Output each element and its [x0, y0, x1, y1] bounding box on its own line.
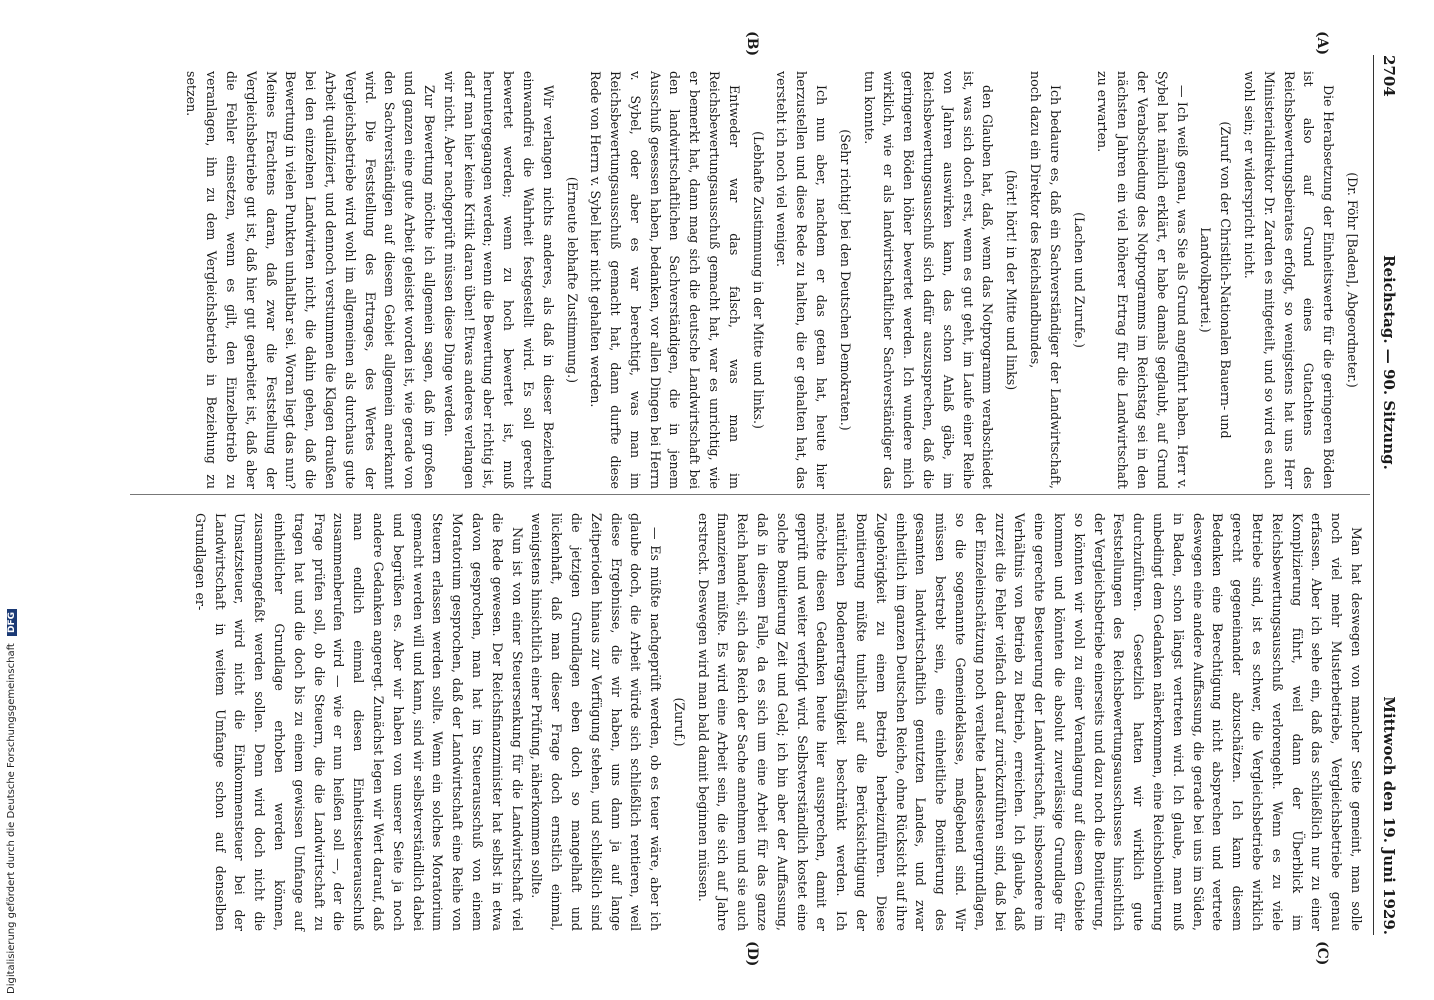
interjection: (Sehr richtig! bei den Deutschen Demokraten.): [837, 129, 853, 431]
scanned-page: [110, 31, 1400, 967]
digitization-credit: [6, 609, 17, 994]
paragraph: Die Herabsetzung der Einheitswerte für die geringeren Böden ist also auf Grund eines Gutachtens des Reichsbewertungsbeirates erfolgt, so wenigstens hat uns Herr Ministerialdirektor Dr. Zarden es mitgeteilt, und so wird es auch wohl sein; er widerspricht nicht.: [1242, 71, 1337, 489]
interjection: (Zuruf.): [671, 697, 687, 747]
dfg-logo: DFG: [7, 609, 17, 636]
page-number: 2704: [1380, 55, 1398, 97]
interjection: (Zuruf von der Christlich-Nationalen Bauern- und Landvolkpartei.): [1198, 121, 1234, 439]
interjection: (Dr. Föhr [Baden], Abgeordneter.): [1345, 172, 1360, 388]
column-divider: [130, 494, 1370, 495]
paragraph: Ich nun aber, nachdem er das getan hat, heute hier herzustellen und diese Rede zu halten, die er gehalten hat, das versteht ich noch viel weniger.: [774, 71, 830, 489]
margin-mark-d: (D): [744, 941, 760, 967]
paragraph: Entweder war das falsch, was man im Reichsbewertungsausschuß gemacht hat, war es unrichtig, wie er bemerkt hat, dann mag sich die deutsche Landwirtschaft bei den landwirtschaftlichen Sachverständigen, die in jenem Ausschuß gesessen haben, bedanken, vor allen Dingen bei Herrn v. Sybel, oder aber es war berechtigt, was man im Reichsbewertungsausschuß gemacht hat, dann durfte diese Rede von Herrn v. Sybel hier nicht gehalten werden.: [588, 71, 742, 489]
margin-mark-b: (B): [744, 31, 760, 57]
text-column-right: [190, 513, 1366, 931]
margin-mark-c: (C): [1314, 941, 1330, 966]
paragraph: Man hat deswegen von mancher Seite gemeint, man solle noch viel mehr Musterbetriebe, Vergleichsbetriebe genau erfassen. Aber ich sehe ein, daß das schließlich nur zu einer Komplizierung führt, weil dann der Überblick im Reichsbewertungsausschuß verlorengeht. Wenn es zu viele Betriebe sind, ist es schwer, die Vergleichsbetriebe wirklich gerecht gegeneinander abzuschätzen. Ich kann diesem Bedenken eine Berechtigung nicht absprechen und vertrete deswegen eine andere Auffassung, die gerade bei uns im Süden, in Baden, schon längst vertreten wird. Ich glaube, man muß unbedingt dem Gedanken näherkommen, eine Reichsbonitierung durchzuführen. Gesetzlich hatten wir wirklich gute Feststellungen des Reichsbewertungsausschusses hinsichtlich der Vergleichsbetriebe einerseits und dazu noch die Bonitierung, so könnten wir wohl zu einer Veranlagung auf diesem Gebiete kommen und könnten die absolut zuverlässige Grundlage für eine gerechte Besteuerung der Landwirtschaft, insbesondere im Verhältnis von Betrieb zu Betrieb, erreichen. Ich glaube, daß zurzeit die Fehler vielfach darauf zurückzuführen sind, daß bei der Einzeleinschätzung noch veraltete Landessteuergrundlagen, so die sogenannte Gemeindeklasse, maßgebend sind. Wir müssen bestrebt sein, eine einheitliche Bonitierung des gesamten landwirtschaftlich genutzten Landes, und zwar einheitlich im ganzen Deutschen Reiche, ohne Rücksicht auf ihre Zugehörigkeit zu einem Betrieb herbeizuführen. Diese Bonitierung müßte tunlichst auf die Berücksichtigung der natürlichen Bodenertragsfähigkeit beschränkt werden. Ich möchte diesen Gedanken heute hier aussprechen, damit er geprüft und weiter verfolgt wird. Selbstverständlich kostet eine solche Bonitierung Zeit und Geld; ich bin aber der Auffassung, daß in diesem Falle, da es sich um eine Arbeit für das ganze Reich handelt, sich das Reich der Sache annehmen und sie auch finanzieren müßte. Es wird eine Arbeit sein, die sich auf Jahre erstreckt. Deswegen wird man bald damit beginnen müssen.: [695, 513, 1364, 931]
text-column-left: [182, 71, 1366, 489]
paragraph: — Es müßte nachgeprüft werden, ob es teuer wäre, aber ich glaube doch, die Arbeit würde sich schließlich rentieren, weil diese Ergebnisse, die wir haben, uns dann ja auf lange Zeitperioden hinaus zur Verfügung stehen, und schließlich sind die jetzigen Grundlagen eben doch so mangelhaft und lückenhaft, daß man dieser Frage doch ernstlich einmal, wenigstens hinsichtlich einer Prüfung, näherkommen sollte.: [529, 513, 664, 931]
paragraph: Zur Bewertung möchte ich allgemein sagen, daß im großen und ganzen eine gute Arbeit geleistet worden ist, wie gerade von den Sachverständigen auf diesem Gebiet allgemein anerkannt wird. Die Feststellung des Ertrages, des Wertes der Vergleichsbetriebe wird wohl im allgemeinen als durchaus gute Arbeit qualifiziert, und dennoch verstummen die Klagen draußen bei den einzelnen Landwirten nicht, die dahin gehen, daß die Bewertung in vielen Punkten unhaltbar sei. Woran liegt das nun? Meines Erachtens daran, daß zwar die Feststellung der Vergleichsbetriebe gut ist, daß hier gut gearbeitet ist, daß aber die Fehler einsetzen, wenn es gilt, den Einzelbetrieb zu veranlagen, ihn zu dem Vergleichsbetrieb in Beziehung zu setzen.: [184, 71, 437, 489]
margin-mark-a: (A): [1314, 31, 1330, 56]
header-date: Mittwoch den 19. Juni 1929.: [1380, 696, 1398, 935]
credit-text: Digitalisierung gefördert durch die Deutsche Forschungsgemeinschaft: [6, 643, 17, 994]
interjection: (Lebhafte Zustimmung in der Mitte und links.): [750, 131, 766, 429]
page-header: [1373, 55, 1400, 935]
header-title: Reichstag. — 90. Sitzung.: [1380, 255, 1398, 470]
interjection: (Erneute lebhafte Zustimmung.): [564, 176, 580, 384]
paragraph: Ich bedaure es, daß ein Sachverständiger der Landwirtschaft, noch dazu ein Direktor des Reichslandbundes,: [1028, 71, 1063, 489]
paragraph: — Ich weiß genau, was Sie als Grund angeführt haben. Herr v. Sybel hat nämlich erklärt, er habe damals geglaubt, auf Grund der Verabschiedung des Notprogramms im Reichstag sei in den nächsten Jahren ein viel höherer Ertrag für die Landwirtschaft zu erwarten.: [1095, 71, 1190, 489]
paragraph: Nun ist von einer Steuersenkung für die Landwirtschaft viel die Rede gewesen. Der Reichsfinanzminister hat selbst in etwa davon gesprochen, man hat im Steuerausschuß von einem Moratorium gesprochen, daß der Landwirtschaft eine Reihe von Steuern erlassen werden sollte. Wenn ein solches Moratorium gemacht werden will und kann, sind wir selbstverständlich dabei und begrüßen es. Aber wir haben von unserer Seite ja noch andere Gedanken angeregt. Zunächst legen wir Wert darauf, daß man endlich einmal diesen Einheitssteuerausschuß zusammenberufen wird — wie er nun heißen soll —, der die Frage prüfen soll, ob die Steuern, die die Landwirtschaft zu tragen hat und die doch bis zu einem gewissen Umfange auf einheitlicher Grundlage erhoben werden können, zusammengefaßt werden sollen. Denn wird doch nicht die Umsatzsteuer, wird nicht die Einkommensteuer bei der Landwirtschaft in weitem Umfange schon auf denselben Grundlagen er-: [192, 513, 525, 931]
interjection: (Lachen und Zurufe.): [1071, 212, 1087, 348]
interjection: (hört! hört! in der Mitte und links): [1004, 169, 1020, 391]
paragraph: den Glauben hat, daß, wenn das Notprogramm verabschiedet ist, was sich doch erst, wenn es gut geht, im Laufe einer Reihe von Jahren auswirken kann, das schon Anlaß gäbe, im Reichsbewertungsausschuß sich dafür auszusprechen, daß die geringeren Böden höher bewertet werden. Ich wundere mich wirklich, wie er als landwirtschaftlicher Sachverständiger das tun konnte.: [861, 71, 996, 489]
paragraph: Wir verlangen nichts anderes, als daß in dieser Beziehung einwandfrei die Wahrheit festgestellt wird. Es soll gerecht bewertet werden; wenn zu hoch bewertet ist, muß heruntergegangen werden; wenn die Bewertung aber richtig ist, darf man hier keine Kritik daran üben! Etwas anderes verlangen wir nicht. Aber nachgeprüft müssen diese Dinge werden.: [441, 71, 556, 489]
